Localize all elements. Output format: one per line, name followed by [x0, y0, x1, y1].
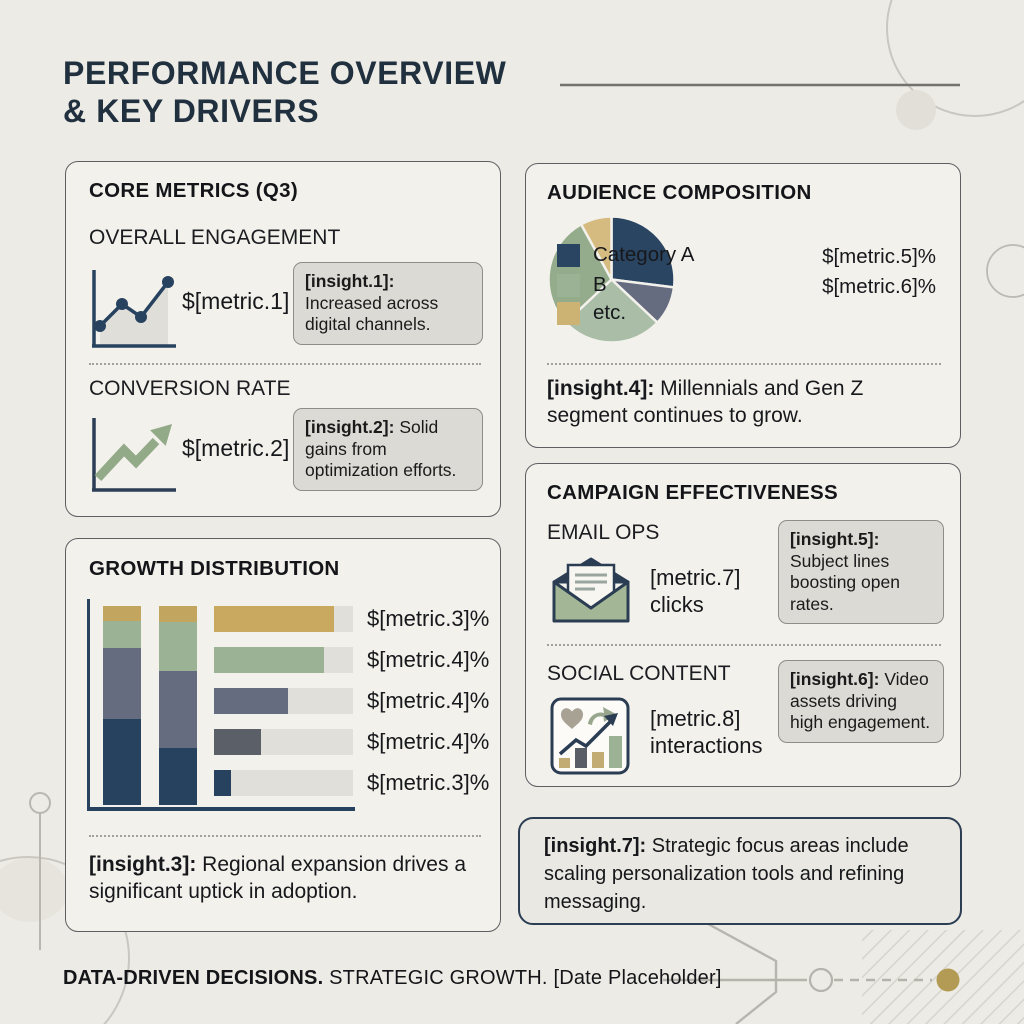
hbar-track — [214, 729, 353, 755]
legend-swatch-navy — [557, 244, 580, 267]
legend-value: $[metric.6]% — [822, 275, 936, 298]
hbar-label: $[metric.4]% — [367, 688, 490, 713]
legend-swatch-sage — [557, 274, 580, 297]
email-metric — [650, 564, 740, 618]
hbar-row — [214, 606, 489, 632]
campaign-effectiveness-panel — [525, 463, 961, 787]
dotted-divider — [547, 644, 941, 646]
engagement-insight-box — [293, 262, 483, 345]
audience-insight — [547, 375, 949, 429]
stacked-segment — [159, 622, 197, 671]
stacked-segment — [103, 621, 141, 648]
stacked-segment — [103, 606, 141, 621]
email-insight-box — [778, 520, 944, 624]
legend-row — [557, 273, 607, 297]
conversion-value: $[metric.2] — [182, 435, 290, 461]
conversion-insight-box — [293, 408, 483, 491]
insight-tag: [insight.3]: — [89, 853, 197, 876]
stacked-segment — [103, 648, 141, 719]
core-metrics-title: CORE METRICS (Q3) — [89, 179, 298, 202]
hbar-fill — [214, 647, 324, 673]
dotted-divider — [89, 363, 481, 365]
dotted-divider — [89, 835, 481, 837]
email-metric-unit: clicks — [650, 592, 704, 617]
insight-text: Millennials and Gen Z segment continues to grow. — [547, 377, 864, 427]
social-metric-value: [metric.8] — [650, 706, 741, 731]
footer-circle-decoration — [810, 969, 832, 991]
audience-title: AUDIENCE COMPOSITION — [547, 181, 812, 204]
insight-text: Subject lines boosting open rates. — [790, 550, 900, 614]
social-content-label: SOCIAL CONTENT — [547, 662, 731, 685]
stacked-column — [103, 606, 141, 805]
dotted-divider — [547, 363, 941, 365]
insight-text: Strategic focus areas include scaling personalization tools and refining messaging. — [544, 835, 909, 913]
legend-label: etc. — [593, 301, 627, 324]
hbar-track — [214, 688, 353, 714]
engagement-value: $[metric.1] — [182, 288, 290, 314]
y-axis-line — [87, 599, 90, 811]
legend-value: $[metric.5]% — [822, 245, 936, 268]
footer-bold: DATA-DRIVEN DECISIONS. — [63, 967, 324, 989]
hbar-label: $[metric.3]% — [367, 606, 490, 631]
footer-tagline — [63, 967, 722, 990]
growth-insight — [89, 851, 487, 905]
social-insight-box — [778, 660, 944, 743]
insight-text: Regional expansion drives a significant uptick in adoption. — [89, 853, 467, 903]
core-metrics-panel — [65, 161, 501, 517]
stacked-segment — [159, 671, 197, 748]
blob-decoration — [0, 858, 68, 922]
page-title-line1: PERFORMANCE OVERVIEW — [63, 55, 507, 91]
hbar-track — [214, 647, 353, 673]
x-axis-line — [87, 807, 355, 811]
hbar-row — [214, 688, 489, 714]
growth-title: GROWTH DISTRIBUTION — [89, 557, 340, 580]
insight-text: Solid gains from optimization efforts. — [305, 417, 457, 480]
hbar-label: $[metric.4]% — [367, 729, 490, 754]
legend-label: B — [593, 273, 607, 296]
email-metric-value: [metric.7] — [650, 565, 741, 590]
growth-arrow-icon — [84, 412, 182, 500]
filled-circle-decoration — [896, 90, 936, 130]
stacked-segment — [159, 748, 197, 805]
hbar-fill — [214, 606, 334, 632]
audience-composition-panel — [525, 163, 961, 448]
hbar-row — [214, 729, 489, 755]
pin-circle-decoration — [30, 793, 50, 813]
footer-rest: STRATEGIC GROWTH. [Date Placeholder] — [329, 967, 722, 989]
hbar-row — [214, 647, 489, 673]
page-title — [63, 54, 506, 130]
engagement-label: OVERALL ENGAGEMENT — [89, 226, 341, 249]
hbar-fill — [214, 729, 261, 755]
hbar-fill — [214, 688, 288, 714]
summary-insight-panel — [518, 817, 962, 925]
social-metric — [650, 705, 763, 759]
stacked-segment — [103, 719, 141, 805]
line-chart-icon — [84, 262, 182, 356]
gold-dot-decoration — [937, 969, 960, 992]
insight-tag: [insight.6]: — [790, 669, 880, 689]
insight-tag: [insight.5]: — [790, 529, 880, 549]
legend-label: Category A — [593, 243, 695, 266]
legend-row — [557, 301, 626, 325]
insight-tag: [insight.4]: — [547, 377, 655, 400]
legend-swatch-tan — [557, 302, 580, 325]
campaign-title: CAMPAIGN EFFECTIVENESS — [547, 481, 838, 504]
conversion-label: CONVERSION RATE — [89, 377, 291, 400]
social-engagement-icon — [550, 697, 630, 775]
stacked-bar-chart — [103, 606, 197, 805]
insight-tag: [insight.7]: — [544, 835, 647, 857]
insight-text: Video assets driving high engagement. — [790, 669, 931, 732]
hbar-track — [214, 606, 353, 632]
envelope-icon — [549, 552, 633, 626]
insight-text: Increased across digital channels. — [305, 292, 439, 334]
hbar-label: $[metric.4]% — [367, 647, 490, 672]
legend-row — [557, 243, 694, 267]
circle-outline-decoration — [987, 245, 1024, 297]
page-title-line2: & KEY DRIVERS — [63, 93, 320, 129]
hbar-track — [214, 770, 353, 796]
insight-tag: [insight.1]: — [305, 271, 395, 291]
growth-distribution-panel — [65, 538, 501, 932]
email-ops-label: EMAIL OPS — [547, 521, 660, 544]
hbar-fill — [214, 770, 231, 796]
social-metric-unit: interactions — [650, 733, 763, 758]
horizontal-bar-chart — [214, 606, 489, 796]
hbar-label: $[metric.3]% — [367, 770, 490, 795]
stacked-segment — [159, 606, 197, 622]
stacked-column — [159, 606, 197, 805]
insight-tag: [insight.2]: — [305, 417, 395, 437]
hbar-row — [214, 770, 489, 796]
